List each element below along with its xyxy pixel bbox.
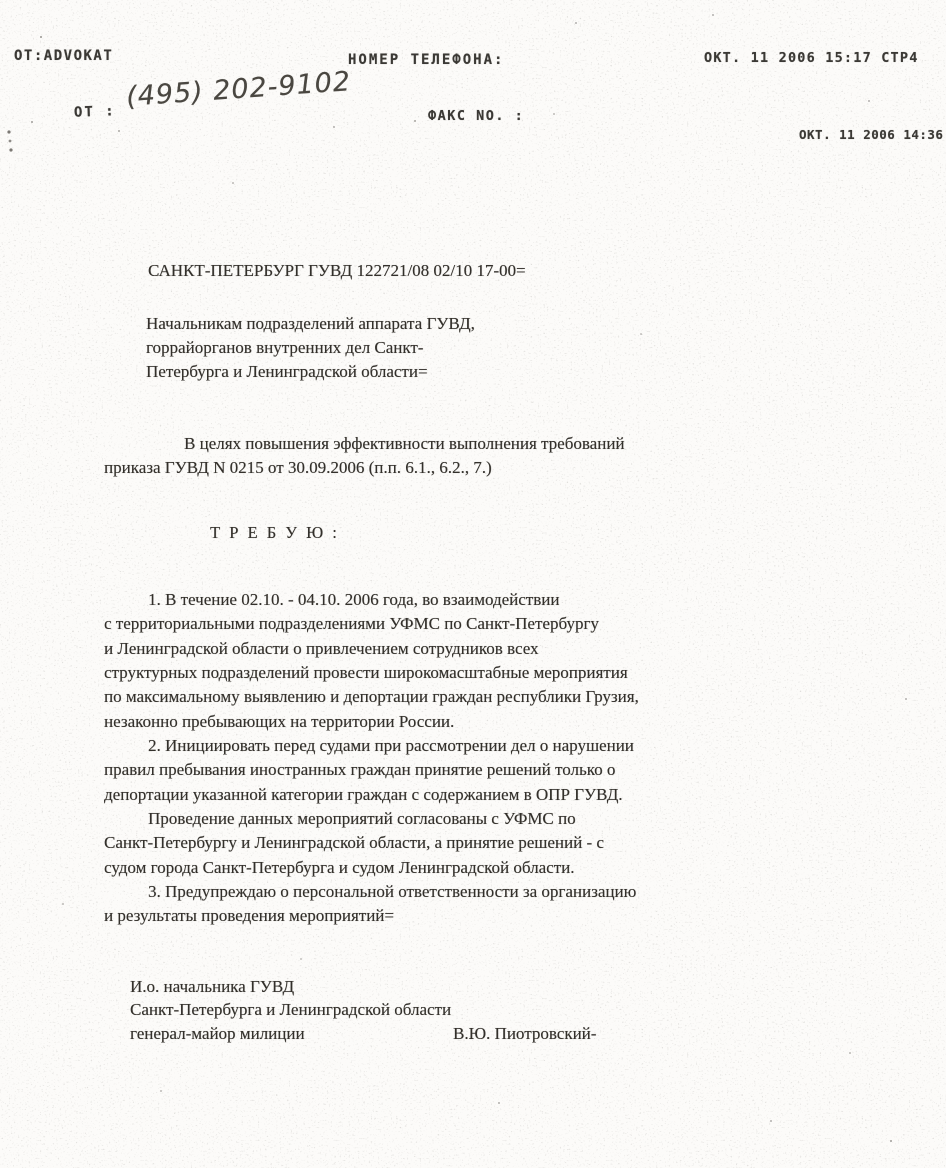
fax-number-label: ФАКС NO. : [428,108,525,124]
body-line: 3. Предупреждаю о персональной ответственности за организацию [148,882,637,902]
handwritten-phone-number: (495) 202-9102 [125,66,352,113]
fax-sent-timestamp: ОКТ. 11 2006 14:36 [799,127,944,142]
body-line: Проведение данных мероприятий согласованы с УФМС по [148,809,576,829]
intro-line: приказа ГУВД N 0215 от 30.09.2006 (п.п. 6.1., 6.2., 7.) [104,457,492,477]
intro-line: В целях повышения эффективности выполнения требований [184,434,625,453]
body-line: судом города Санкт-Петербурга и судом Ленинградской области. [104,857,575,877]
body-line: 2. Инициировать перед судами при рассмотрении дел о нарушении [148,736,634,756]
addressee-line: Начальникам подразделений аппарата ГУВД, [146,314,475,333]
body-line: структурных подразделений провести широкомасштабные мероприятия [104,663,628,683]
addressee-line: Петербурга и Ленинградской области= [146,362,428,381]
intro-paragraph [104,432,625,479]
signature-title-line: И.о. начальника ГУВД [130,977,295,996]
addressee-line: горрайорганов внутренних дел Санкт- [146,338,424,357]
signatory-name: В.Ю. Пиотровский- [453,1023,597,1043]
demand-heading: Т Р Е Б У Ю : [210,523,340,542]
body-line: и результаты проведения мероприятий= [104,906,394,926]
body-line: незаконно пребывающих на территории России. [104,711,455,731]
fax-phone-number-label: НОМЕР ТЕЛЕФОНА: [348,52,505,68]
body-line: и Ленинградской области о привлечением сотрудников всех [104,638,539,658]
body-line: с территориальными подразделениями УФМС по Санкт-Петербургу [104,614,599,634]
body-line: 1. В течение 02.10. - 04.10. 2006 года, во взаимодействии [148,590,560,609]
fax-station-id: ОТ:ADVOKAT [14,48,114,64]
body-line: по максимальному выявлению и депортации граждан республики Грузия, [104,687,639,707]
signature-region-line: Санкт-Петербурга и Ленинградской области [130,1000,452,1020]
document-reference-line: САНКТ-ПЕТЕРБУРГ ГУВД 122721/08 02/10 17-00= [148,261,526,280]
fax-received-timestamp: ОКТ. 11 2006 15:17 СТР4 [704,50,919,66]
addressee-block [146,312,475,384]
signature-block [130,975,597,1045]
signature-rank: генерал-майор милиции [130,1023,305,1043]
fax-from-label: ОТ : [73,103,116,121]
body-line: депортации указанной категории граждан с содержанием в ОПР ГУВД. [104,784,623,804]
body-line: Санкт-Петербургу и Ленинградской области, а принятие решений - с [104,833,604,853]
order-paragraphs [104,588,639,929]
body-line: правил пребывания иностранных граждан принятие решений только о [104,760,616,780]
